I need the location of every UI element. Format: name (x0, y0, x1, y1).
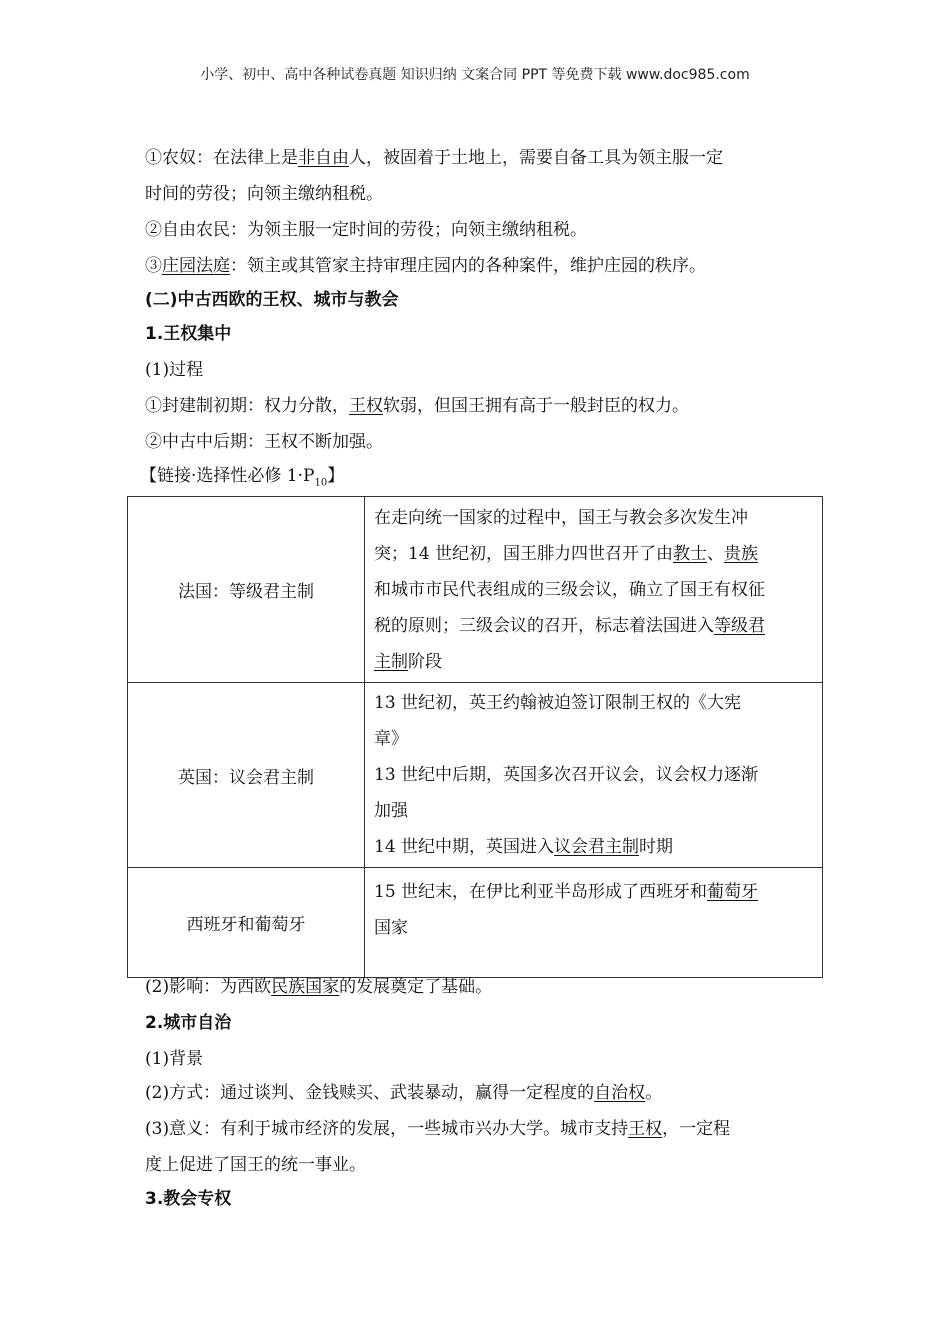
item-early: ①封建制初期：权力分散，王权软弱，但国王拥有高于一般封臣的权力。 (145, 396, 689, 416)
link-label: 【链接·选择性必修 $1\cdot P_{10}$】 (140, 466, 345, 489)
table-value: 15 世纪末，在伊比利亚半岛形成了西班牙和葡萄牙 国家 (365, 868, 823, 978)
item-background: (1)背景 (145, 1049, 204, 1069)
section-heading: (二)中古西欧的王权、城市与教会 (145, 290, 399, 310)
item-significance-cont: 度上促进了国王的统一事业。 (145, 1155, 366, 1175)
item-method: (2)方式：通过谈判、金钱赎买、武装暴动，赢得一定程度的自治权。 (145, 1083, 663, 1103)
table-value: 在走向统一国家的过程中，国王与教会多次发生冲 突；14 世纪初，国王腓力四世召开了由教士、贵族 和城市市民代表组成的三级会议，确立了国王有权征 税的原则；三级会议的召开，标志着法国进入等级君 主制阶段 (365, 497, 823, 683)
table-row (128, 868, 823, 978)
table-key: 法国：等级君主制 (128, 497, 365, 683)
subheading-royal-power: 1.王权集中 (145, 324, 232, 344)
table-row (128, 497, 823, 683)
para-free-peasant: ②自由农民：为领主服一定时间的劳役；向领主缴纳租税。 (145, 220, 587, 240)
table-row (128, 683, 823, 868)
table-key: 西班牙和葡萄牙 (128, 868, 365, 978)
table-value: 13 世纪初，英王约翰被迫签订限制王权的《大宪 章》 13 世纪中后期，英国多次召开议会，议会权力逐渐 加强 14 世纪中期，英国进入议会君主制时期 (365, 683, 823, 868)
para-serf-cont: 时间的劳役；向领主缴纳租税。 (145, 184, 383, 204)
item-impact: (2)影响：为西欧民族国家的发展奠定了基础。 (145, 977, 493, 997)
table-key: 英国：议会君主制 (128, 683, 365, 868)
para-serf: ①农奴：在法律上是非自由人，被固着于土地上，需要自备工具为领主服一定 (145, 148, 723, 168)
monarchy-table (127, 496, 823, 978)
subheading-city: 2.城市自治 (145, 1013, 232, 1033)
subheading-church: 3.教会专权 (145, 1189, 232, 1209)
item-process: (1)过程 (145, 360, 204, 380)
page-header: 小学、初中、高中各种试卷真题 知识归纳 文案合同 PPT 等免费下载 www.doc985.com (200, 67, 750, 83)
para-manor-court: ③庄园法庭：领主或其管家主持审理庄园内的各种案件，维护庄园的秩序。 (145, 256, 706, 276)
item-significance: (3)意义：有利于城市经济的发展，一些城市兴办大学。城市支持王权，一定程 (145, 1119, 731, 1139)
item-late: ②中古中后期：王权不断加强。 (145, 432, 383, 452)
